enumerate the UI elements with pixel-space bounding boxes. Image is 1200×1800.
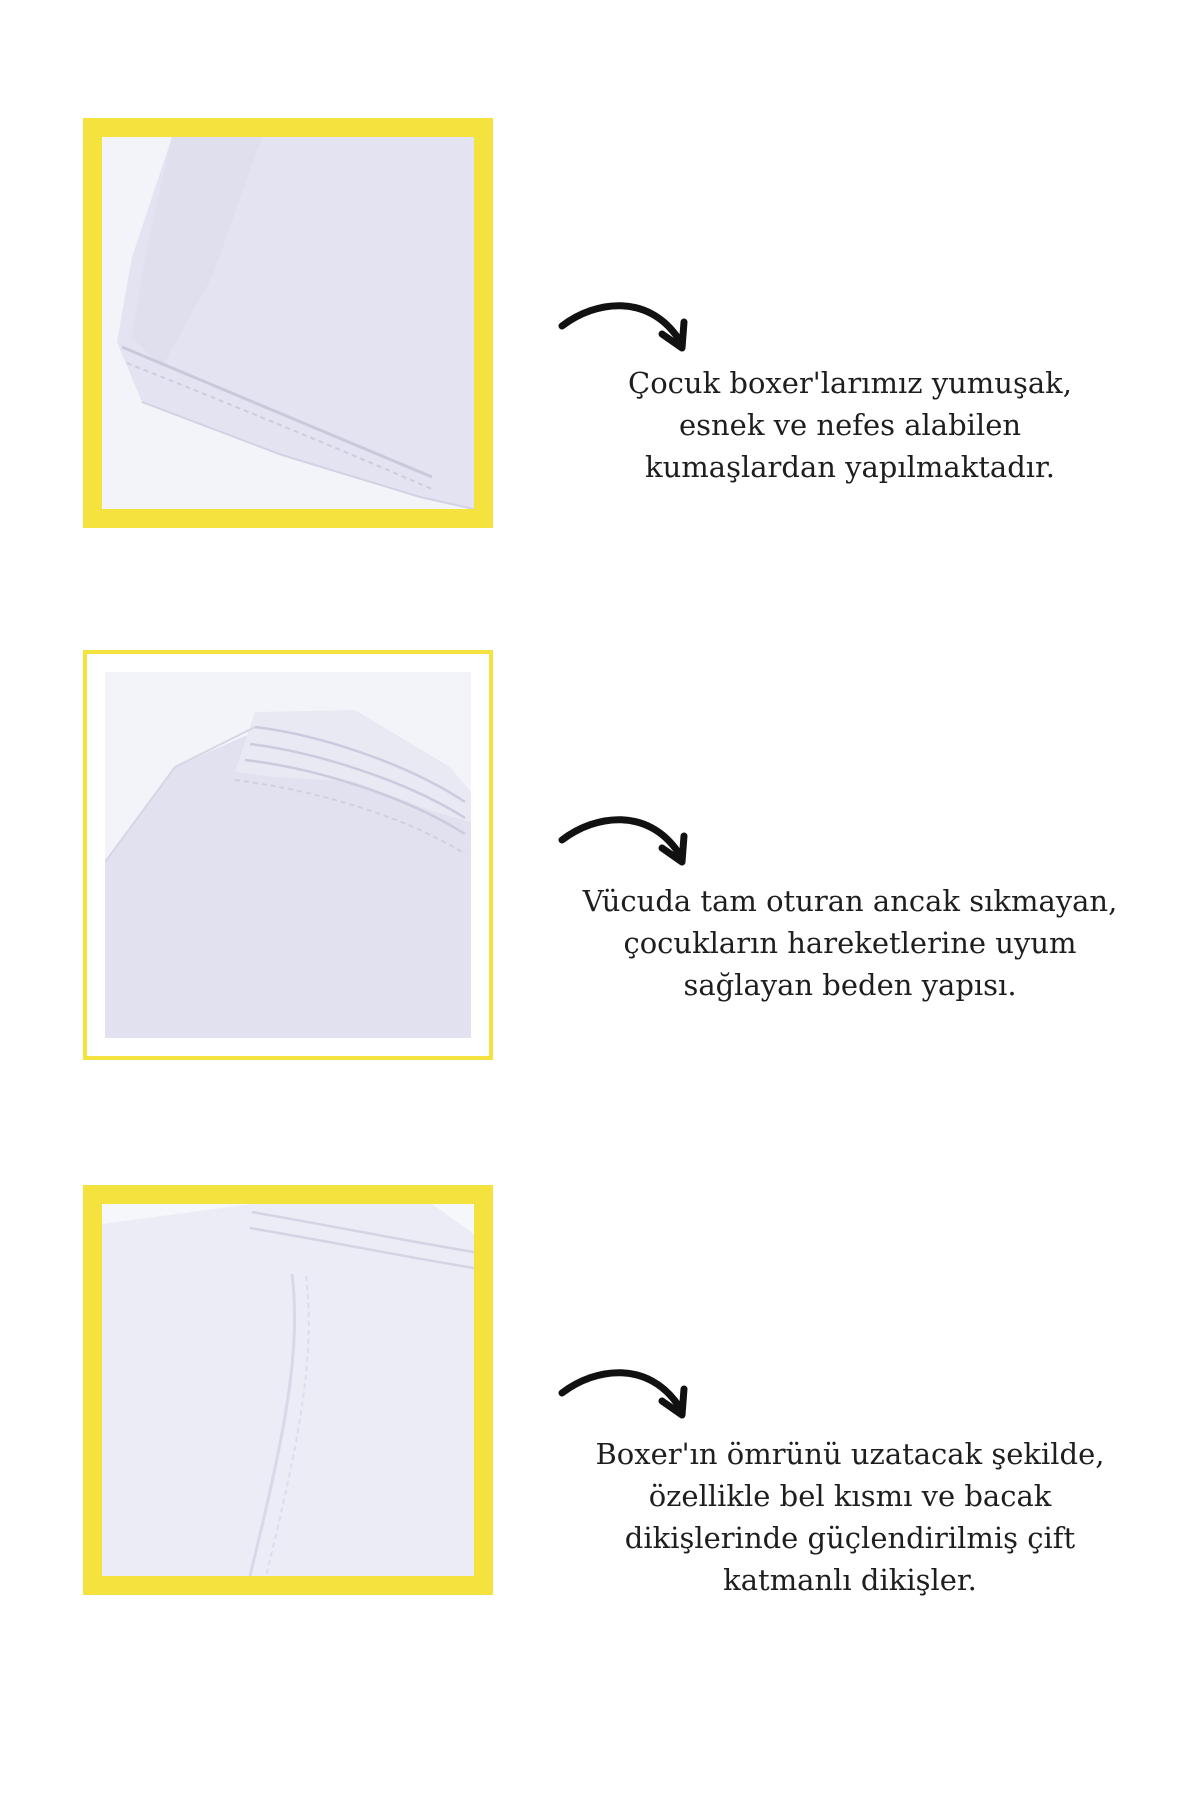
- feature-stitching: [0, 1185, 1200, 1605]
- caption-line: Vücuda tam oturan ancak sıkmayan,: [582, 884, 1118, 918]
- feature-caption: [560, 1433, 1140, 1601]
- caption-line: özellikle bel kısmı ve bacak: [648, 1479, 1052, 1513]
- photo-frame: [83, 118, 493, 528]
- curved-arrow-icon: [556, 286, 696, 361]
- fabric-hem-photo: [102, 137, 474, 509]
- feature-fit: [0, 650, 1200, 1070]
- feature-caption: [560, 362, 1140, 488]
- caption-line: dikişlerinde güçlendirilmiş çift: [624, 1521, 1076, 1555]
- caption-line: çocukların hareketlerine uyum: [623, 926, 1077, 960]
- caption-line: katmanlı dikişler.: [723, 1563, 977, 1597]
- caption-line: Çocuk boxer'larımız yumuşak,: [628, 366, 1072, 400]
- caption-line: esnek ve nefes alabilen: [678, 408, 1022, 442]
- caption-line: kumaşlardan yapılmaktadır.: [645, 450, 1055, 484]
- photo-frame: [83, 650, 493, 1060]
- double-stitching-photo: [102, 1204, 474, 1576]
- elastic-waistband-photo: [105, 672, 471, 1038]
- photo-frame: [83, 1185, 493, 1595]
- curved-arrow-icon: [556, 800, 696, 875]
- caption-line: Boxer'ın ömrünü uzatacak şekilde,: [595, 1437, 1105, 1471]
- feature-fabric: [0, 118, 1200, 538]
- curved-arrow-icon: [556, 1353, 696, 1428]
- feature-caption: [560, 880, 1140, 1006]
- caption-line: sağlayan beden yapısı.: [683, 968, 1017, 1002]
